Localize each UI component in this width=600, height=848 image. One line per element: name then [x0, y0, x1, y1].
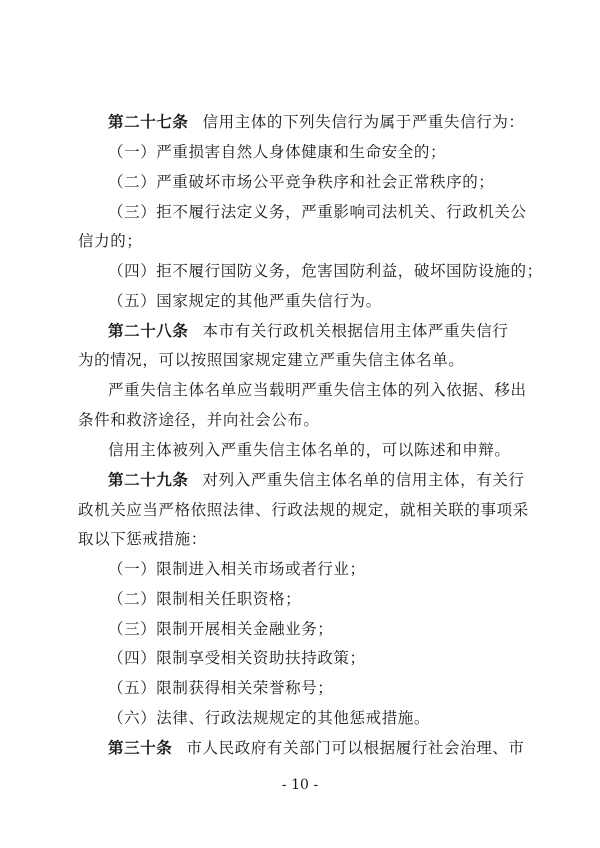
list-item: （六）法律、行政法规规定的其他惩戒措施。: [108, 709, 431, 727]
list-item: （三）拒不履行法定义务，严重影响司法机关、行政机关公: [108, 203, 527, 221]
paragraph-line: 政机关应当严格依照法律、行政法规的规定，就相关联的事项采: [78, 501, 529, 519]
list-item: （二）严重破坏市场公平竞争秩序和社会正常秩序的；: [108, 173, 495, 191]
list-item-continuation: 信力的；: [78, 232, 143, 250]
list-item: （五）国家规定的其他严重失信行为。: [108, 292, 382, 310]
list-item: （一）严重损害自然人身体健康和生命安全的；: [108, 143, 447, 161]
article-29-heading: [108, 470, 525, 490]
list-item: （五）限制获得相关荣誉称号；: [108, 679, 334, 697]
article-title: 第二十八条: [108, 321, 189, 340]
paragraph-line: 信用主体被列入严重失信主体名单的，可以陈述和申辩。: [108, 441, 511, 459]
paragraph-line: 为的情况，可以按照国家规定建立严重失信主体名单。: [78, 351, 465, 369]
article-title: 第二十九条: [108, 470, 189, 489]
article-title: 第三十条: [108, 738, 173, 757]
paragraph-line: 取以下惩戒措施：: [78, 530, 207, 548]
list-item: （三）限制开展相关金融业务；: [108, 620, 334, 638]
article-title: 第二十七条: [108, 112, 189, 131]
article-27-heading: [108, 112, 525, 132]
list-item: （四）拒不履行国防义务，危害国防利益，破坏国防设施的；: [108, 262, 543, 280]
article-text: 本市有关行政机关根据信用主体严重失信行: [202, 322, 509, 340]
list-item: （一）限制进入相关市场或者行业；: [108, 560, 366, 578]
list-item: （二）限制相关任职资格；: [108, 590, 302, 608]
paragraph-line: 条件和救济途径，并向社会公布。: [78, 411, 320, 429]
list-item: （四）限制享受相关资助扶持政策；: [108, 649, 366, 667]
paragraph-line: 严重失信主体名单应当载明严重失信主体的列入依据、移出: [108, 381, 527, 399]
article-text: 市人民政府有关部门可以根据履行社会治理、市: [186, 739, 525, 757]
article-28-heading: [108, 321, 508, 341]
article-text: 对列入严重失信主体名单的信用主体，有关行: [202, 471, 525, 489]
article-text: 信用主体的下列失信行为属于严重失信行为：: [202, 113, 525, 131]
article-30-heading: [108, 738, 525, 758]
page-number: - 10 -: [281, 777, 319, 793]
